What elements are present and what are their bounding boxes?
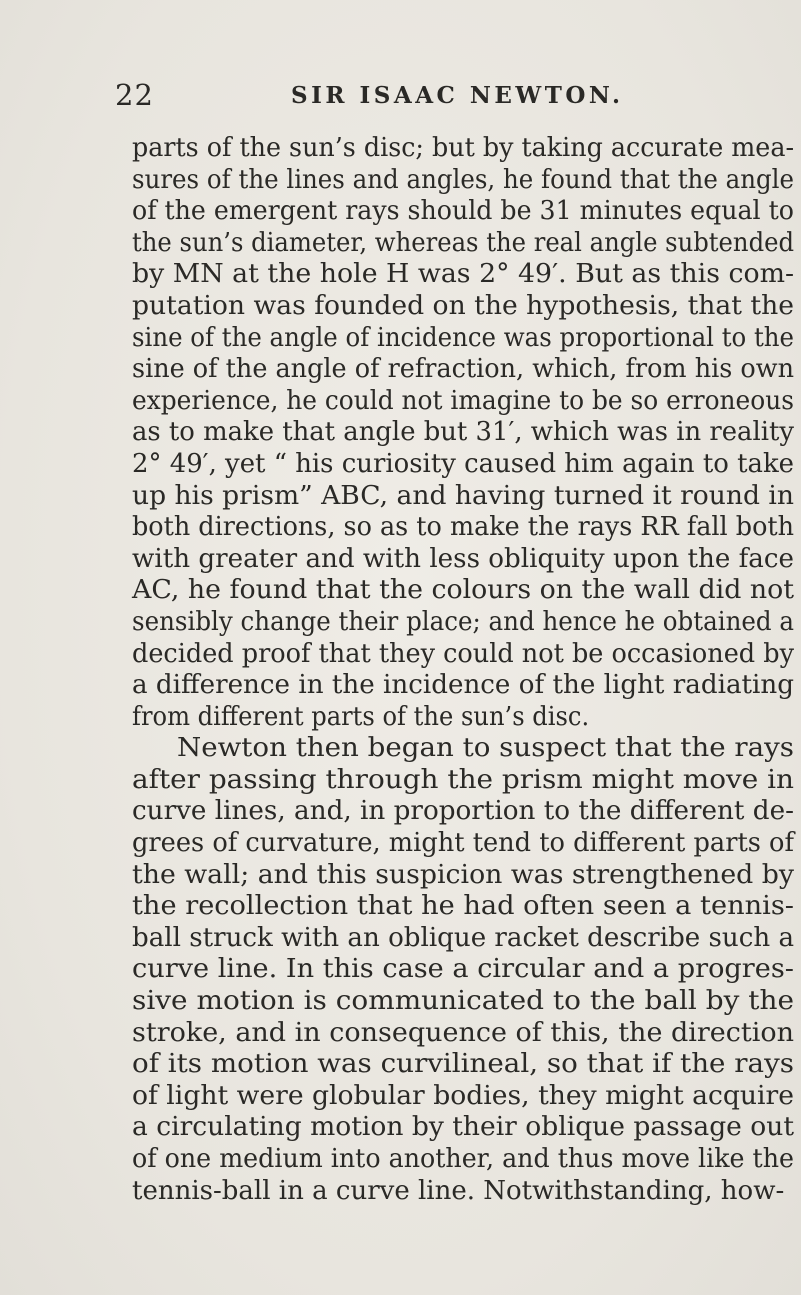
text-line: by MN at the hole H was 2° 49′. But as this com- [132, 259, 795, 290]
text-line: with greater and with less obliquity upon the face [132, 543, 794, 574]
text-line: grees of curvature, might tend to different parts of [132, 828, 794, 859]
text-line: curve lines, and, in proportion to the different de- [132, 796, 794, 827]
text-line: ball struck with an oblique racket describe such a [132, 922, 795, 953]
text-line: the wall; and this suspicion was strengthened by [132, 859, 795, 890]
running-title: SIR ISAAC NEWTON. [291, 82, 624, 109]
body-text [132, 133, 794, 1207]
running-head [0, 78, 801, 118]
text-line: decided proof that they could not be occasioned by [132, 638, 794, 669]
text-line: the recollection that he had often seen a tennis- [132, 891, 794, 922]
text-line: 2° 49′, yet “ his curiosity caused him again to take [132, 448, 795, 479]
text-line: sensibly change their place; and hence he obtained a [132, 606, 795, 637]
text-line: sures of the lines and angles, he found that the angle [132, 164, 794, 195]
page-number: 22 [115, 78, 154, 112]
text-line: of the emergent rays should be 31 minutes equal to [132, 196, 794, 227]
text-line: sive motion is communicated to the ball by the [132, 986, 795, 1017]
text-line: the sun’s diameter, whereas the real angle subtended [132, 227, 795, 258]
text-line: both directions, so as to make the rays RR fall both [132, 512, 795, 543]
text-line: of its motion was curvilineal, so that if the rays [132, 1049, 794, 1080]
paragraph-first-line: Newton then began to suspect that the rays [177, 733, 794, 764]
text-line: up his prism” ABC, and having turned it round in [132, 480, 794, 511]
paragraph-last-line: from different parts of the sun’s disc. [132, 701, 590, 732]
text-line: experience, he could not imagine to be so erroneous [132, 385, 794, 416]
text-line: putation was founded on the hypothesis, that the [132, 290, 794, 321]
text-line: of one medium into another, and thus move like the [132, 1144, 795, 1174]
text-line: stroke, and in consequence of this, the direction [132, 1017, 795, 1048]
text-line: sine of the angle of refraction, which, from his own [132, 354, 794, 385]
text-line: as to make that angle but 31′, which was in reality [132, 417, 794, 448]
text-line: after passing through the prism might move in [132, 764, 794, 795]
text-line: AC, he found that the colours on the wall did not [132, 575, 795, 606]
text-line: of light were globular bodies, they might acquire [132, 1080, 794, 1111]
text-line: tennis-ball in a curve line. Notwithstanding, how- [132, 1175, 785, 1206]
text-line: a circulating motion by their oblique passage out [132, 1112, 795, 1143]
text-line: a difference in the incidence of the light radiating [132, 670, 795, 701]
text-line: sine of the angle of incidence was proportional to the [132, 322, 795, 353]
text-line: parts of the sun’s disc; but by taking accurate mea- [132, 133, 795, 163]
text-line: curve line. In this case a circular and a progres- [132, 954, 794, 985]
